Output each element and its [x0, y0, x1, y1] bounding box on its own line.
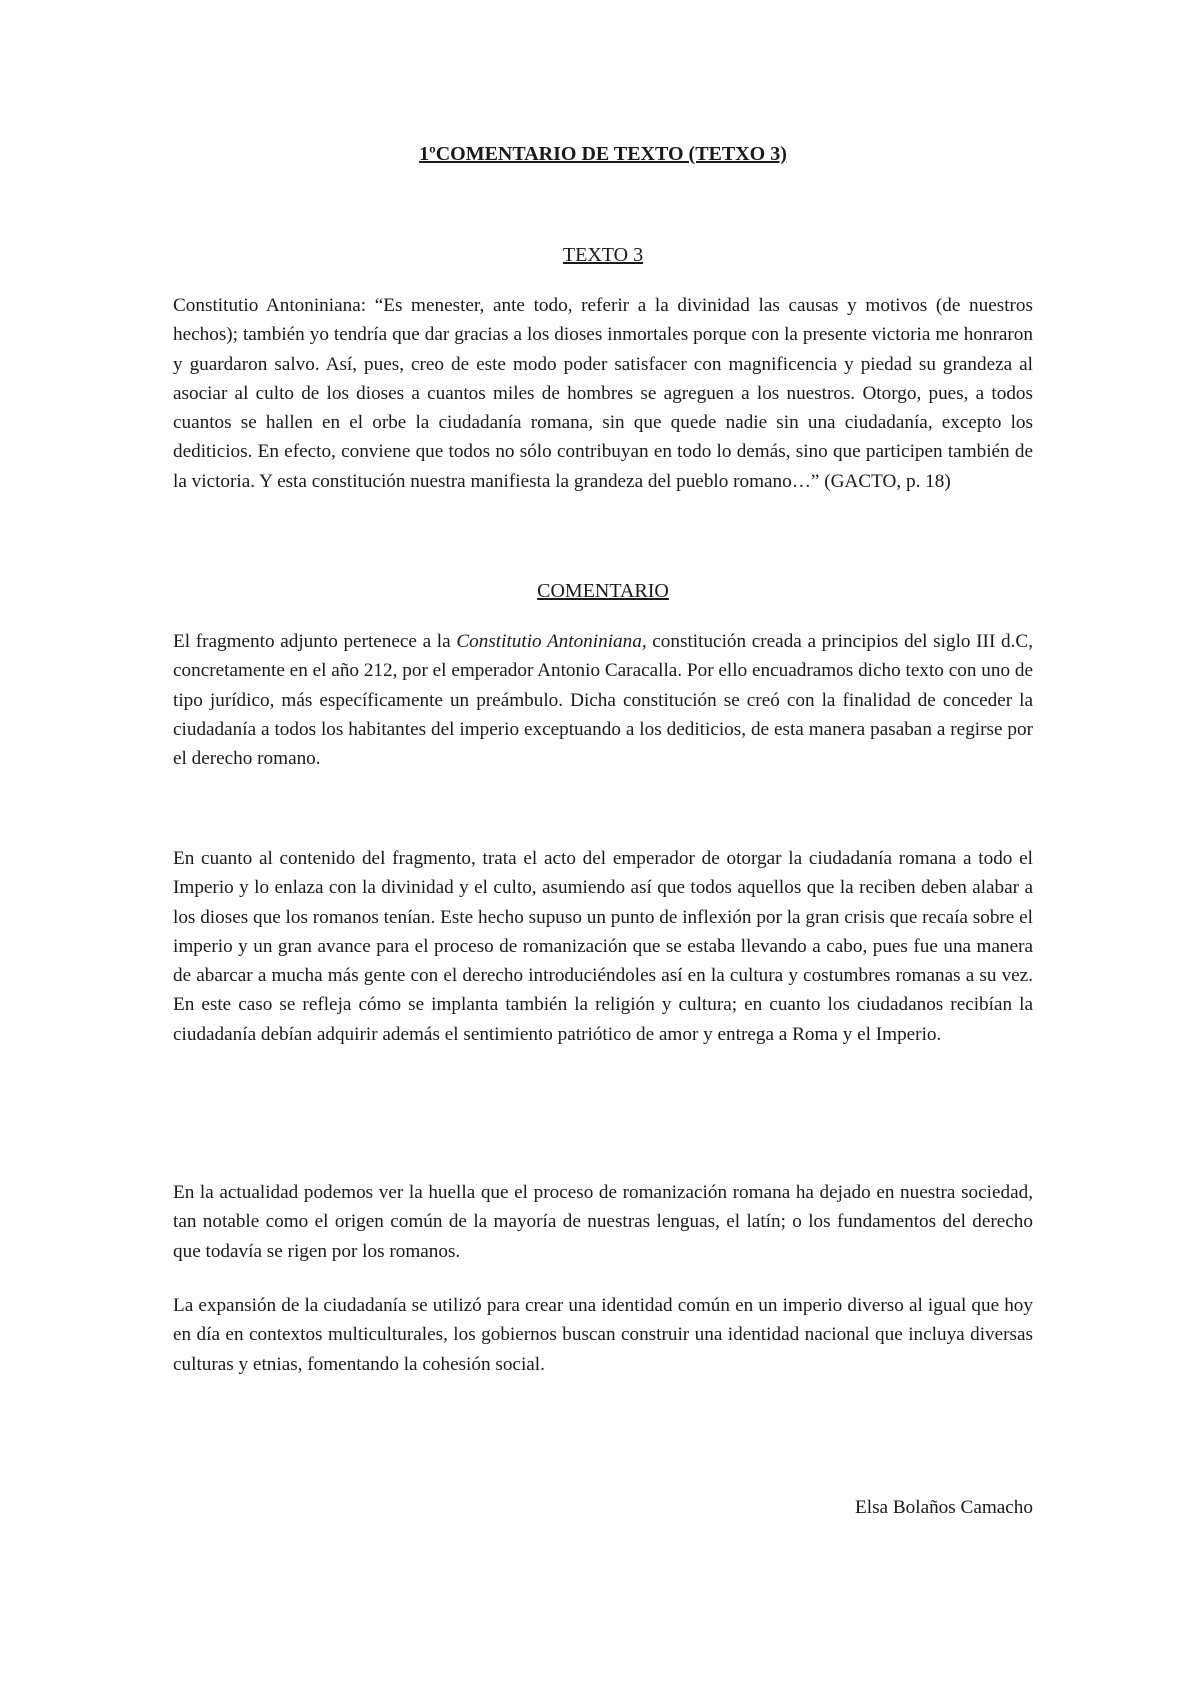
text-heading: TEXTO 3	[562, 244, 644, 266]
commentary-paragraph-3: En la actualidad podemos ver la huella que el proceso de romanización romana ha dejado en nuestra sociedad, tan notable como el origen común de la mayoría de nuestras lenguas, el latín; o los fundamentos del derecho que todavía se rigen por los romanos.	[173, 1182, 1033, 1262]
author-signature: Elsa Bolaños Camacho	[855, 1497, 1033, 1518]
work-title-italic: Constitutio Antoniniana	[456, 631, 642, 652]
commentary-paragraph-4: La expansión de la ciudadanía se utilizó para crear una identidad común en un imperio diverso al igual que hoy en día en contextos multiculturales, los gobiernos buscan construir una identidad nacional que incluya diversas culturas y etnias, fomentando la cohesión social.	[173, 1295, 1033, 1375]
commentary-p1-text-cont: , constitución creada a principios del siglo III d.C, concretamente en el año 212, por el emperador Antonio Caracalla. Por ello encuadramos dicho texto con uno de tipo jurídico, más específicamente un preámbulo. Dicha constitución se creó con la finalidad de conceder la ciudadanía a todos los habitantes del imperio exceptuando a los dediticios, de esta manera pasaban a regirse por el derecho romano.	[173, 631, 1033, 770]
commentary-paragraph-1	[173, 627, 1033, 773]
document-page	[173, 0, 1033, 1696]
source-text-paragraph: Constitutio Antoniniana: “Es menester, ante todo, referir a la divinidad las causas y motivos (de nuestros hechos); también yo tendría que dar gracias a los dioses inmortales porque con la presente victoria me honraron y guardaron salvo. Así, pues, creo de este modo poder satisfacer con magnificencia y piedad su grandeza al asociar al culto de los dioses a cuantos miles de hombres se agreguen a los nuestros. Otorgo, pues, a todos cuantos se hallen en el orbe la ciudadanía romana, sin que quede nadie sin una ciudadanía, excepto los dediticios. En efecto, conviene que todos no sólo contribuyan en todo lo demás, sino que participen también de la victoria. Y esta constitución nuestra manifiesta la grandeza del pueblo romano…” (GACTO, p. 18)	[173, 295, 1033, 492]
commentary-paragraph-2: En cuanto al contenido del fragmento, trata el acto del emperador de otorgar la ciudadanía romana a todo el Imperio y lo enlaza con la divinidad y el culto, asumiendo así que todos aquellos que la reciben deben alabar a los dioses que los romanos tenían. Este hecho supuso un punto de inflexión por la gran crisis que recaía sobre el imperio y un gran avance para el proceso de romanización que se estaba llevando a cabo, pues fue una manera de abarcar a mucha más gente con el derecho introduciéndoles así en la cultura y costumbres romanas a su vez. En este caso se refleja cómo se implanta también la religión y cultura; en cuanto los ciudadanos recibían la ciudadanía debían adquirir además el sentimiento patriótico de amor y entrega a Roma y el Imperio.	[173, 848, 1033, 1045]
commentary-heading: COMENTARIO	[537, 580, 669, 602]
document-title: 1ºCOMENTARIO DE TEXTO (TETXO 3)	[419, 143, 787, 165]
commentary-p1-text: El fragmento adjunto pertenece a la	[173, 631, 457, 652]
